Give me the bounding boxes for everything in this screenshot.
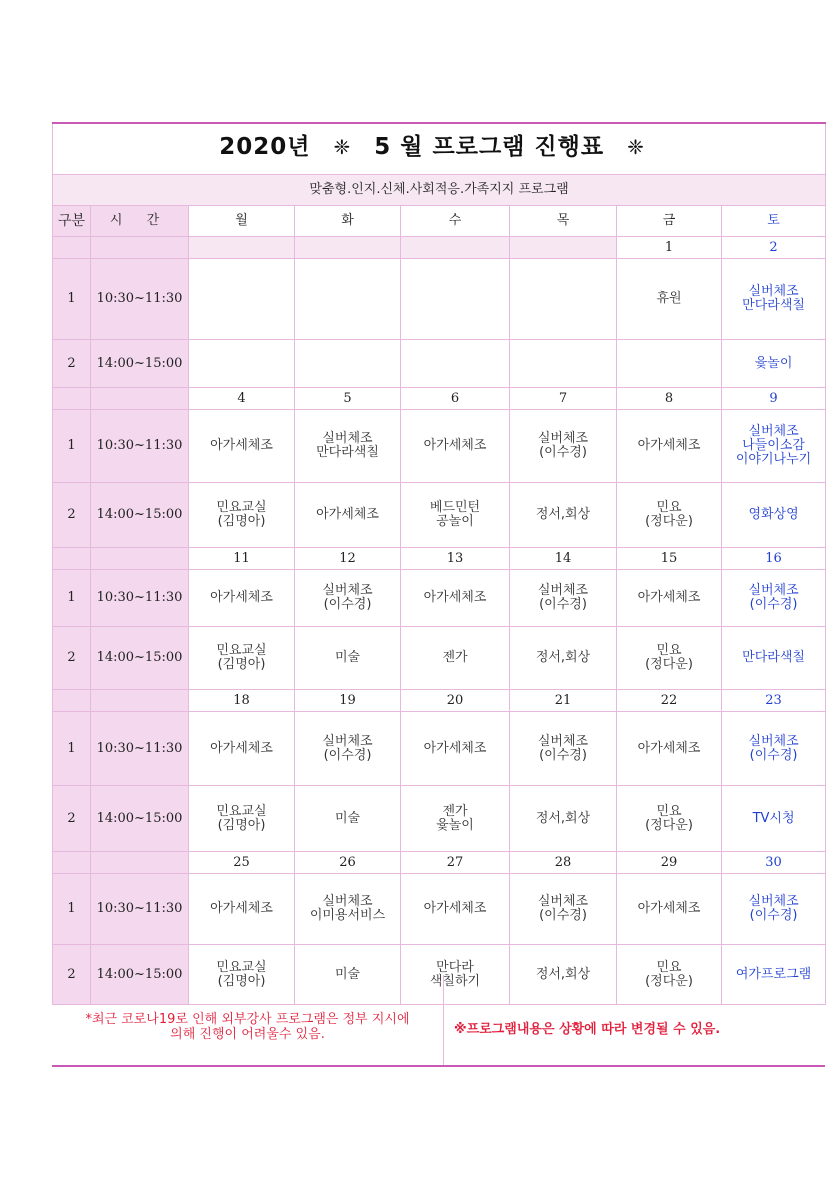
activity-text: 영화상영: [748, 507, 799, 522]
activity-cell: [189, 259, 295, 340]
footer-notes: [52, 975, 825, 1067]
activity-text: 실버체조: [537, 894, 589, 909]
activity-text: (이수경): [539, 445, 587, 460]
activity-text: (정다운): [645, 817, 693, 833]
activity-cell: [401, 483, 510, 548]
header-day-mon: 월: [189, 206, 295, 237]
date-cell: [401, 237, 510, 259]
date-cell: 12: [295, 548, 401, 570]
activity-text: 실버체조: [322, 431, 373, 446]
date-row: [53, 690, 826, 712]
activity-cell: [510, 483, 617, 548]
activity-text: 여가프로그램: [735, 966, 812, 982]
footer-left-note: [52, 975, 444, 1065]
header-row: [53, 206, 826, 237]
activity-cell: [510, 410, 617, 483]
activity-text: 만다라색칠: [742, 298, 805, 313]
date-cell: 9: [722, 388, 826, 410]
header-day-sat: 토: [722, 206, 826, 237]
activity-text: (이수경): [539, 747, 587, 763]
activity-text: 아가세체조: [637, 590, 701, 605]
slot-time: 14:00~15:00: [91, 945, 189, 1005]
date-row-blank: [53, 237, 91, 259]
date-cell: 4: [189, 388, 295, 410]
activity-text: (김명아): [217, 817, 266, 833]
date-cell: 2: [722, 237, 826, 259]
activity-text: 이야기나누기: [735, 452, 812, 467]
activity-text: 아가세체조: [423, 438, 487, 453]
date-cell: 22: [617, 690, 722, 712]
activity-cell: [617, 410, 722, 483]
slot-time: 10:30~11:30: [91, 712, 189, 786]
slot-row: [53, 874, 826, 945]
slot-time: 14:00~15:00: [91, 483, 189, 548]
activity-text: (이수경): [749, 908, 798, 923]
header-day-tue: 화: [295, 206, 401, 237]
date-cell: 23: [722, 690, 826, 712]
activity-cell: [722, 410, 826, 483]
activity-cell: [401, 786, 510, 852]
activity-cell: [722, 483, 826, 548]
activity-cell: [617, 786, 722, 852]
activity-text: 민요교실: [216, 959, 267, 975]
date-cell: 27: [401, 852, 510, 874]
activity-text: 민요: [656, 959, 682, 975]
activity-text: (김명아): [217, 657, 266, 672]
slot-number: 2: [53, 786, 91, 852]
date-cell: 15: [617, 548, 722, 570]
slot-number: 2: [53, 340, 91, 388]
activity-cell: [295, 340, 401, 388]
slot-time: 14:00~15:00: [91, 340, 189, 388]
footer-left-line1: *최근 코로나19로 인해 외부강사 프로그램은 정부 지시에: [85, 1012, 410, 1027]
activity-text: (이수경): [749, 597, 798, 612]
page-title: [219, 134, 659, 160]
date-cell: 11: [189, 548, 295, 570]
date-row-blank: [91, 237, 189, 259]
activity-text: 윷놀이: [436, 817, 474, 833]
activity-text: 아가세체조: [637, 438, 701, 453]
slot-number: 1: [53, 570, 91, 627]
date-cell: 25: [189, 852, 295, 874]
date-row: [53, 548, 826, 570]
activity-text: 윷놀이: [754, 355, 793, 371]
activity-text: 아가세체조: [210, 438, 273, 453]
date-row-blank: [91, 548, 189, 570]
slot-time: 10:30~11:30: [91, 410, 189, 483]
slot-row: [53, 483, 826, 548]
activity-text: (정다운): [645, 973, 693, 989]
activity-text: (이수경): [749, 747, 798, 763]
activity-cell: [295, 712, 401, 786]
slot-number: 1: [53, 259, 91, 340]
date-row-blank: [53, 548, 91, 570]
slot-time: 10:30~11:30: [91, 259, 189, 340]
footer-right-note: ※프로그램내용은 상황에 따라 변경될 수 있음.: [454, 1021, 721, 1037]
date-cell: 14: [510, 548, 617, 570]
activity-cell: [510, 786, 617, 852]
slot-number: 1: [53, 712, 91, 786]
activity-cell: [510, 340, 617, 388]
activity-text: 아가세체조: [637, 740, 701, 756]
activity-text: 베드민턴: [429, 500, 481, 515]
activity-cell: [295, 786, 401, 852]
activity-text: 민요교실: [216, 643, 267, 658]
activity-text: 실버체조: [748, 284, 799, 299]
slot-time: 10:30~11:30: [91, 570, 189, 627]
date-cell: 8: [617, 388, 722, 410]
activity-text: (김명아): [217, 514, 266, 529]
date-row-blank: [53, 388, 91, 410]
activity-cell: [189, 410, 295, 483]
activity-cell: [295, 259, 401, 340]
activity-cell: [510, 712, 617, 786]
activity-text: 민요: [656, 803, 682, 819]
activity-cell: [295, 627, 401, 690]
date-row-blank: [91, 852, 189, 874]
activity-cell: [722, 259, 826, 340]
date-cell: 6: [401, 388, 510, 410]
slot-number: 2: [53, 483, 91, 548]
activity-cell: [401, 570, 510, 627]
activity-cell: [722, 340, 826, 388]
slot-time: 14:00~15:00: [91, 786, 189, 852]
activity-cell: [617, 874, 722, 945]
activity-text: 공놀이: [436, 514, 474, 529]
date-row-blank: [91, 388, 189, 410]
date-cell: [295, 237, 401, 259]
activity-cell: [189, 627, 295, 690]
activity-cell: [189, 483, 295, 548]
activity-text: 미술: [334, 810, 361, 826]
header-time: 시 간: [91, 206, 189, 237]
activity-cell: [401, 340, 510, 388]
activity-cell: [295, 570, 401, 627]
activity-cell: [722, 627, 826, 690]
activity-text: (이수경): [539, 597, 587, 612]
date-row-blank: [53, 690, 91, 712]
date-row: [53, 237, 826, 259]
date-cell: 19: [295, 690, 401, 712]
date-cell: 28: [510, 852, 617, 874]
activity-text: 실버체조: [537, 583, 589, 598]
activity-cell: [401, 259, 510, 340]
activity-cell: [401, 874, 510, 945]
header-day-thu: 목: [510, 206, 617, 237]
activity-text: 만다라색칠: [316, 445, 379, 460]
activity-cell: [722, 874, 826, 945]
footer-left-line2: 의해 진행이 어려울수 있음.: [170, 1027, 325, 1042]
date-cell: 26: [295, 852, 401, 874]
date-row: [53, 852, 826, 874]
activity-text: 실버체조: [322, 733, 373, 749]
activity-cell: [510, 570, 617, 627]
activity-text: (이수경): [539, 908, 587, 923]
activity-text: 휴원: [656, 291, 682, 306]
date-cell: 30: [722, 852, 826, 874]
activity-cell: [617, 712, 722, 786]
activity-text: 민요: [656, 643, 682, 658]
title-cell: [53, 123, 826, 175]
activity-text: 정서,회상: [535, 966, 591, 982]
date-cell: 13: [401, 548, 510, 570]
activity-text: 실버체조: [748, 894, 799, 909]
activity-text: 정서,회상: [535, 810, 591, 826]
slot-row: [53, 259, 826, 340]
slot-row: [53, 570, 826, 627]
title-label: 프로그램 진행표: [432, 134, 605, 160]
activity-text: 만다라: [436, 959, 474, 975]
activity-text: 실버체조: [537, 733, 589, 749]
activity-cell: [617, 340, 722, 388]
activity-text: 실버체조: [322, 583, 373, 598]
activity-cell: [189, 570, 295, 627]
snowflake-icon: ❈: [333, 135, 352, 159]
date-cell: [510, 237, 617, 259]
activity-cell: [722, 712, 826, 786]
activity-text: 젠가: [442, 803, 468, 819]
header-day-fri: 금: [617, 206, 722, 237]
activity-text: (정다운): [645, 514, 693, 529]
activity-text: TV시청: [752, 810, 795, 826]
activity-cell: [401, 410, 510, 483]
title-month: 5 월: [374, 134, 424, 160]
activity-text: 실버체조: [748, 733, 799, 749]
activity-text: 나들이소감: [742, 438, 805, 453]
slot-number: 1: [53, 874, 91, 945]
activity-text: 젠가: [442, 650, 468, 665]
date-cell: 20: [401, 690, 510, 712]
date-row-blank: [91, 690, 189, 712]
activity-cell: [401, 712, 510, 786]
program-subtitle: 맞춤형.인지.신체.사회적응.가족지지 프로그램: [53, 175, 826, 206]
header-gubun: 구분: [53, 206, 91, 237]
activity-text: 만다라색칠: [742, 650, 805, 665]
activity-text: 실버체조: [537, 431, 589, 446]
date-cell: [189, 237, 295, 259]
date-cell: 18: [189, 690, 295, 712]
activity-cell: [401, 627, 510, 690]
activity-text: (정다운): [645, 657, 693, 672]
activity-cell: [189, 712, 295, 786]
activity-text: 정서,회상: [535, 650, 591, 665]
date-row: [53, 388, 826, 410]
slot-row: [53, 786, 826, 852]
activity-cell: [722, 570, 826, 627]
activity-text: (김명아): [217, 973, 266, 989]
activity-text: 민요교실: [216, 803, 267, 819]
activity-cell: [617, 259, 722, 340]
activity-cell: [295, 483, 401, 548]
slot-time: 14:00~15:00: [91, 627, 189, 690]
slot-number: 2: [53, 945, 91, 1005]
header-day-wed: 수: [401, 206, 510, 237]
date-row-blank: [53, 852, 91, 874]
date-cell: 7: [510, 388, 617, 410]
activity-cell: [510, 259, 617, 340]
date-cell: 21: [510, 690, 617, 712]
activity-text: 실버체조: [748, 583, 799, 598]
activity-cell: [189, 340, 295, 388]
activity-text: 정서,회상: [535, 507, 591, 522]
title-year: 2020년: [219, 134, 311, 160]
date-cell: 29: [617, 852, 722, 874]
slot-row: [53, 627, 826, 690]
activity-text: (이수경): [323, 747, 372, 763]
schedule-table: [52, 122, 826, 1005]
activity-text: 아가세체조: [210, 740, 273, 756]
activity-cell: [189, 874, 295, 945]
activity-text: (이수경): [323, 597, 372, 612]
date-cell: 5: [295, 388, 401, 410]
activity-text: 아가세체조: [423, 901, 487, 916]
activity-text: 민요: [656, 500, 682, 515]
activity-cell: [617, 627, 722, 690]
activity-text: 실버체조: [748, 424, 799, 439]
slot-row: [53, 410, 826, 483]
activity-cell: [722, 786, 826, 852]
activity-text: 아가세체조: [210, 901, 273, 916]
date-cell: 1: [617, 237, 722, 259]
slot-number: 2: [53, 627, 91, 690]
activity-text: 아가세체조: [423, 740, 487, 756]
activity-cell: [295, 874, 401, 945]
slot-row: [53, 712, 826, 786]
slot-number: 1: [53, 410, 91, 483]
activity-text: 아가세체조: [637, 901, 701, 916]
slot-time: 10:30~11:30: [91, 874, 189, 945]
activity-cell: [510, 627, 617, 690]
schedule-sheet: [52, 122, 825, 1005]
activity-cell: [295, 410, 401, 483]
activity-text: 아가세체조: [210, 590, 273, 605]
activity-cell: [510, 874, 617, 945]
activity-cell: [617, 483, 722, 548]
activity-text: 실버체조: [322, 894, 373, 909]
date-cell: 16: [722, 548, 826, 570]
activity-cell: [189, 786, 295, 852]
activity-text: 이미용서비스: [309, 908, 386, 923]
activity-text: 민요교실: [216, 500, 267, 515]
activity-text: 미술: [334, 966, 361, 982]
activity-cell: [617, 570, 722, 627]
slot-row: [53, 340, 826, 388]
activity-text: 아가세체조: [423, 590, 487, 605]
activity-text: 아가세체조: [316, 507, 379, 522]
activity-text: 색칠하기: [429, 973, 481, 989]
activity-text: 미술: [334, 650, 361, 665]
snowflake-icon: ❈: [627, 135, 645, 159]
